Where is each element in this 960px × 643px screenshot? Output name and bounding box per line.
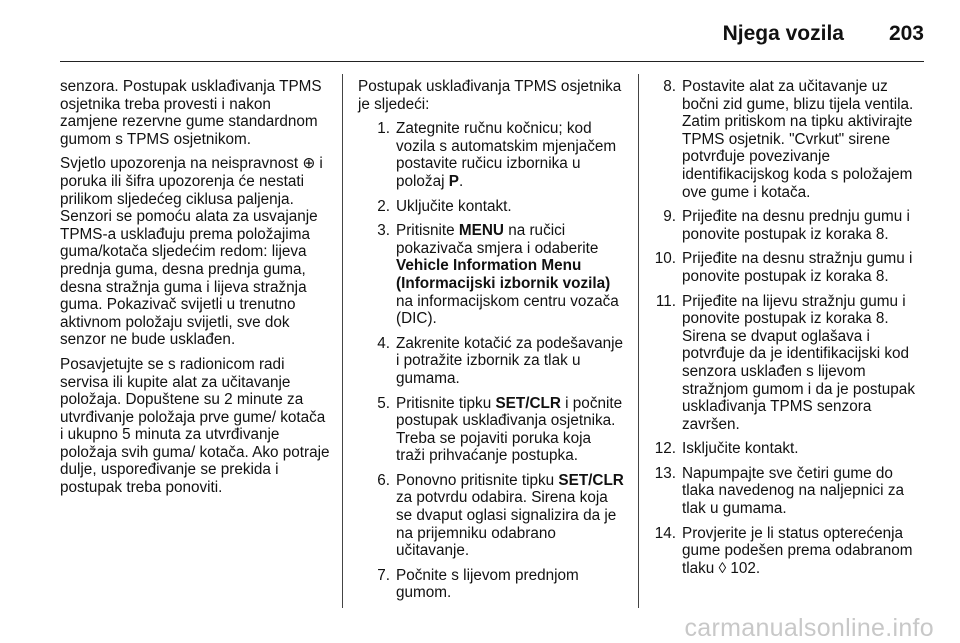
steps-list: [652, 78, 926, 577]
column-right: [652, 78, 926, 584]
page-reference-icon: ◊: [718, 559, 727, 577]
watermark: carmanualsonline.info: [684, 614, 934, 642]
list-item: 13. Napumpajte sve četiri gume do tlaka navedenog na naljepnici za tlak u gumama.: [654, 464, 904, 518]
tire-pressure-warning-icon: ⊕: [302, 155, 316, 173]
list-item: 8. Postavite alat za učitavanje uz bočni zid gume, blizu tijela ventila. Zatim pritiskom na tipku aktivirajte TPMS osjetnik. "Cvrkut" sirene potvrđuje povezivanje identifikacijskog koda s položajem ove gume i kotača.: [663, 78, 914, 201]
column-divider: [638, 74, 639, 608]
paragraph: senzora. Postupak usklađivanja TPMS osjetnika treba provesti i nakon zamjene rezervne gume standardnom gumom s TPMS osjetnikom.: [60, 78, 322, 148]
page-title: Njega vozila: [722, 22, 844, 45]
list-item: 9. Prijeđite na desnu prednju gumu i ponovite postupak iz koraka 8.: [663, 208, 910, 243]
list-item: 12. Isključite kontakt.: [654, 440, 799, 458]
page-header: [60, 0, 924, 62]
page-number: 203: [888, 22, 924, 45]
list-item: 5. Pritisnite tipku SET/CLR i počnite postupak usklađivanja osjetnika. Treba se pojaviti poruka koja traži prihvaćanje postupka.: [377, 394, 623, 465]
paragraph: Posavjetujte se s radionicom radi servisa ili kupite alat za učitavanje položaja. Dopuštene su 2 minute za utvrđivanje položaja prve gume/ kotača i ukupno 5 minuta za utvrđivanje položaja svih guma/ kotača. Ako potraje dulje, uspoređivanje se prekida i postupak treba ponoviti.: [60, 355, 330, 497]
list-item: 4. Zakrenite kotačić za podešavanje i potražite izbornik za tlak u gumama.: [377, 334, 624, 387]
list-item: 10. Prijeđite na desnu stražnju gumu i ponovite postupak iz koraka 8.: [654, 250, 913, 285]
list-item: 2. Uključite kontakt.: [377, 197, 512, 215]
header-rule: [60, 61, 924, 62]
column-middle: [358, 78, 624, 609]
list-item: 7. Počnite s lijevom prednjom gumom.: [377, 566, 579, 602]
column-divider: [342, 74, 343, 608]
list-item: 1. Zategnite ručnu kočnicu; kod vozila s automatskim mjenjačem postavite ručicu izbornika u položaj P.: [377, 120, 617, 190]
paragraph: Svjetlo upozorenja na neispravnost ⊕ i poruka ili šifra upozorenja će nestati prilikom sljedećeg ciklusa paljenja. Senzori se pomoću alata za usvajanje TPMS-a usklađuju prema položajima guma/kotača sljedećim redom: lijeva prednja guma, desna prednja guma, desna stražnja guma i lijeva stražnja guma. Pokazivač svijetli u trenutno aktivnom položaju svijetli, sve dok senzor ne bude usklađen.: [60, 155, 323, 349]
list-item: 6. Ponovno pritisnite tipku SET/CLR za potvrdu odabira. Sirena koja se dvaput oglasi signalizira da je na prijemniku odabrano učitavanje.: [377, 471, 624, 560]
list-item: 3. Pritisnite MENU na ručici pokazivača smjera i odaberite Vehicle Information Menu (Informacijski izbornik vozila) na informacijskom centru vozača (DIC).: [377, 222, 619, 328]
steps-list: [368, 120, 624, 602]
list-item: 14. Provjerite je li status opterećenja gume podešen prema odabranom tlaku ◊ 102.: [654, 524, 913, 577]
list-item: 11. Prijeđite na lijevu stražnju gumu i ponovite postupak iz koraka 8. Sirena se dvaput oglašava i potvrđuje da je identifikacijski kod senzora usklađen s lijevom stražnjom gumom i da je postupak usklađivanja TPMS senzora završen.: [655, 292, 915, 433]
column-left: [60, 78, 330, 504]
intro-text: Postupak usklađivanja TPMS osjetnika je sljedeći:: [358, 78, 622, 113]
